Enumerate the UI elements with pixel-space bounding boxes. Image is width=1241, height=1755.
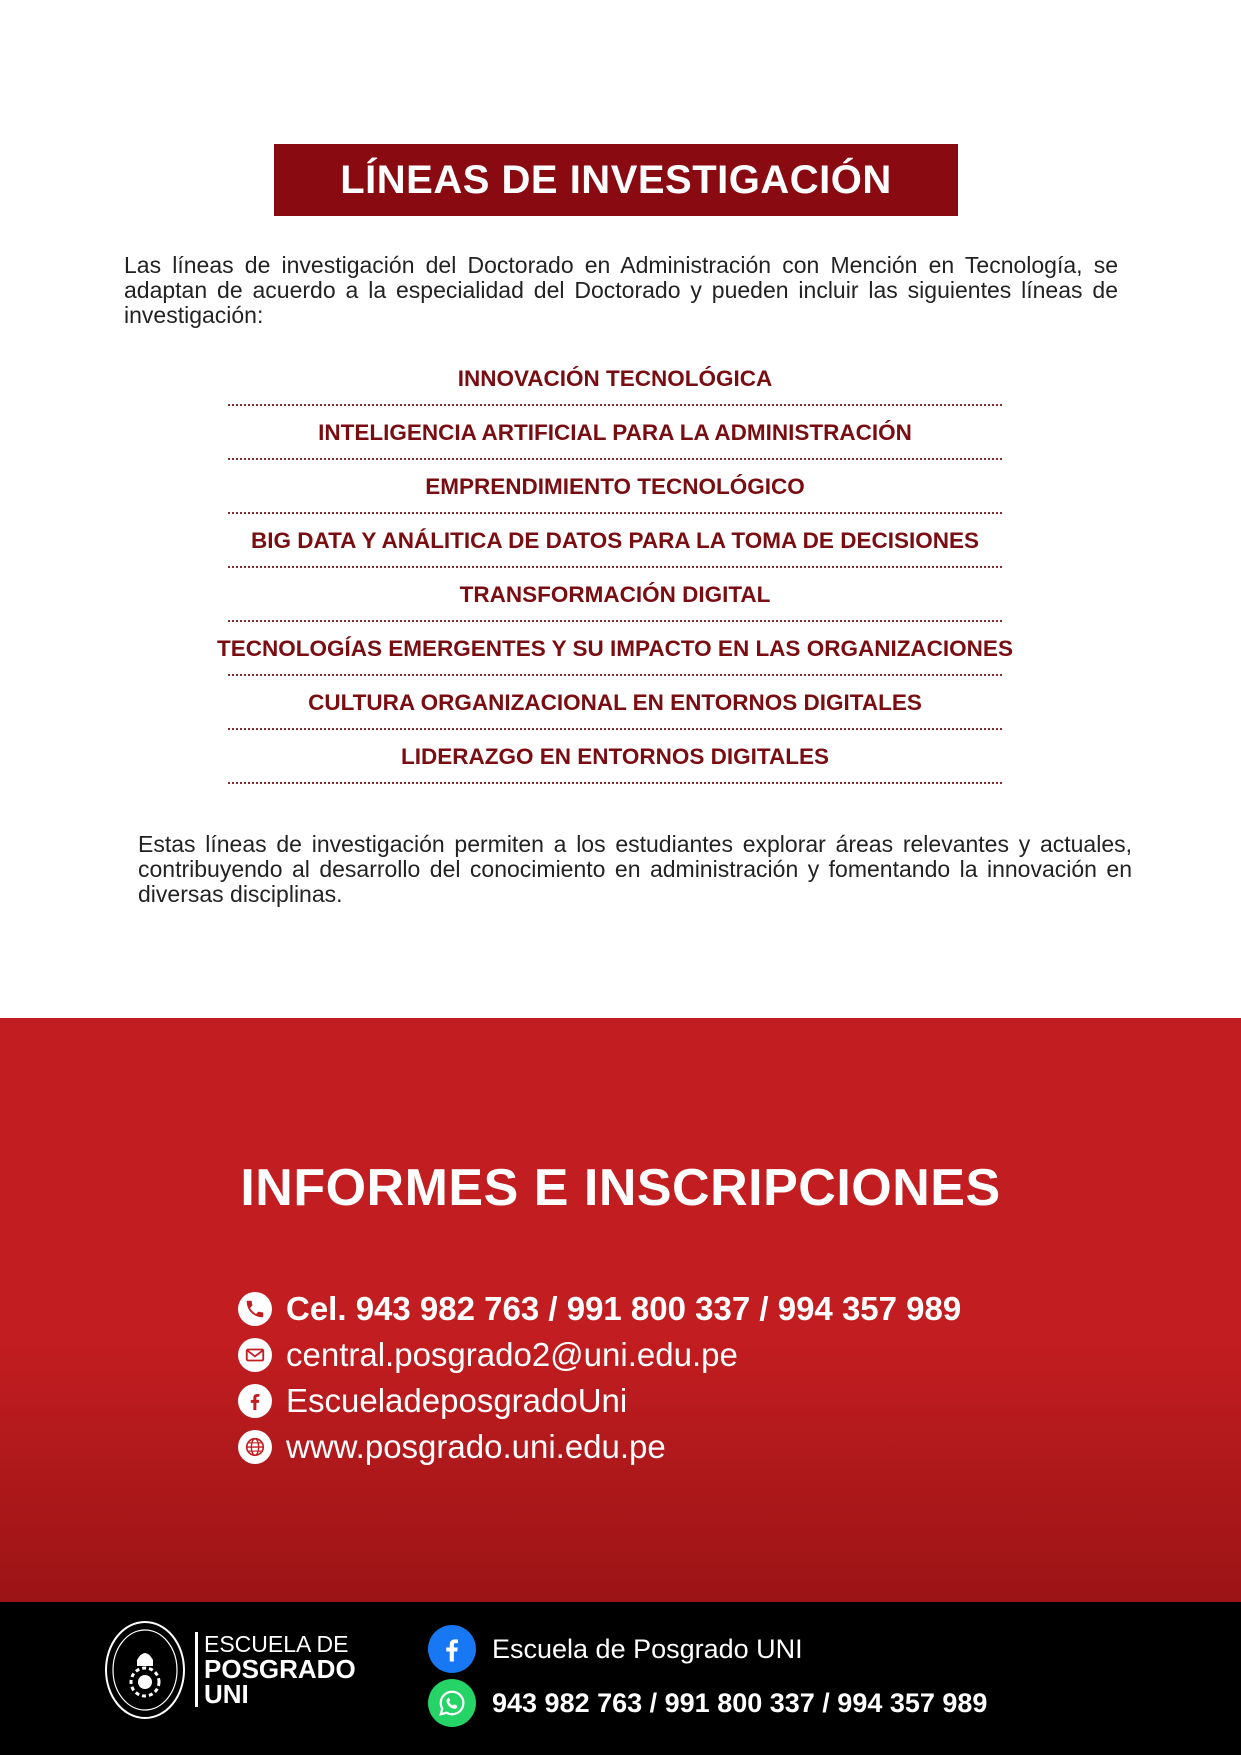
list-item	[150, 410, 1080, 464]
facebook-link[interactable]: EscueladeposgradoUni	[286, 1382, 628, 1419]
dotted-divider	[228, 782, 1002, 784]
facebook-icon	[238, 1384, 272, 1418]
list-item	[150, 572, 1080, 626]
footer-social	[428, 1622, 987, 1730]
section-title: LÍNEAS DE INVESTIGACIÓN	[274, 144, 958, 216]
facebook-page-name[interactable]: Escuela de Posgrado UNI	[492, 1633, 803, 1664]
globe-icon	[238, 1430, 272, 1464]
list-item	[150, 734, 1080, 788]
email-link[interactable]: central.posgrado2@uni.edu.pe	[286, 1336, 738, 1373]
footer-facebook[interactable]	[428, 1622, 987, 1676]
footer-whatsapp[interactable]	[428, 1676, 987, 1730]
intro-paragraph: Las líneas de investigación del Doctorado en Administración con Mención en Tecnología, se adaptan de acuerdo a la especialidad del Doctorado y pueden incluir las siguientes líneas de investigación:	[124, 252, 1118, 328]
research-line-label: INTELIGENCIA ARTIFICIAL PARA LA ADMINISTRACIÓN	[318, 420, 912, 445]
mail-icon	[238, 1338, 272, 1372]
info-title: INFORMES E INSCRIPCIONES	[240, 1159, 1001, 1217]
dotted-divider	[228, 674, 1002, 676]
research-line-label: TECNOLOGÍAS EMERGENTES Y SU IMPACTO EN LAS ORGANIZACIONES	[217, 636, 1013, 661]
school-line-3: UNI	[204, 1679, 249, 1709]
contact-phone	[238, 1286, 961, 1332]
school-line-2: POSGRADO	[204, 1654, 356, 1684]
list-item	[150, 518, 1080, 572]
research-line-label: TRANSFORMACIÓN DIGITAL	[459, 582, 771, 607]
dotted-divider	[228, 620, 1002, 622]
research-line-label: INNOVACIÓN TECNOLÓGICA	[457, 366, 773, 391]
contact-website[interactable]	[238, 1424, 961, 1470]
whatsapp-numbers[interactable]: 943 982 763 / 991 800 337 / 994 357 989	[492, 1687, 988, 1718]
dotted-divider	[228, 404, 1002, 406]
research-line-label: EMPRENDIMIENTO TECNOLÓGICO	[425, 474, 805, 499]
dotted-divider	[228, 566, 1002, 568]
contact-list	[238, 1286, 961, 1470]
research-lines-list	[150, 356, 1080, 788]
whatsapp-icon	[428, 1679, 476, 1727]
dotted-divider	[228, 728, 1002, 730]
research-line-label: CULTURA ORGANIZACIONAL EN ENTORNOS DIGITALES	[308, 690, 922, 715]
contact-facebook[interactable]	[238, 1378, 961, 1424]
list-item	[150, 464, 1080, 518]
dotted-divider	[228, 512, 1002, 514]
contact-email[interactable]	[238, 1332, 961, 1378]
dotted-divider	[228, 458, 1002, 460]
research-line-label: BIG DATA Y ANÁLITICA DE DATOS PARA LA TOMA DE DECISIONES	[251, 528, 979, 553]
list-item	[150, 356, 1080, 410]
university-seal-icon	[104, 1620, 186, 1720]
list-item	[150, 680, 1080, 734]
outro-paragraph: Estas líneas de investigación permiten a los estudiantes explorar áreas relevantes y actuales, contribuyendo al desarrollo del conocimiento en administración y fomentando la innovación en diversas disciplinas.	[138, 831, 1132, 907]
facebook-icon	[428, 1625, 476, 1673]
research-line-label: LIDERAZGO EN ENTORNOS DIGITALES	[401, 744, 829, 769]
school-line-1: ESCUELA DE	[204, 1631, 349, 1657]
phone-icon	[238, 1292, 272, 1326]
website-link[interactable]: www.posgrado.uni.edu.pe	[286, 1428, 666, 1465]
phone-text: Cel. 943 982 763 / 991 800 337 / 994 357 989	[286, 1290, 962, 1327]
list-item	[150, 626, 1080, 680]
school-logo-text	[195, 1632, 356, 1707]
